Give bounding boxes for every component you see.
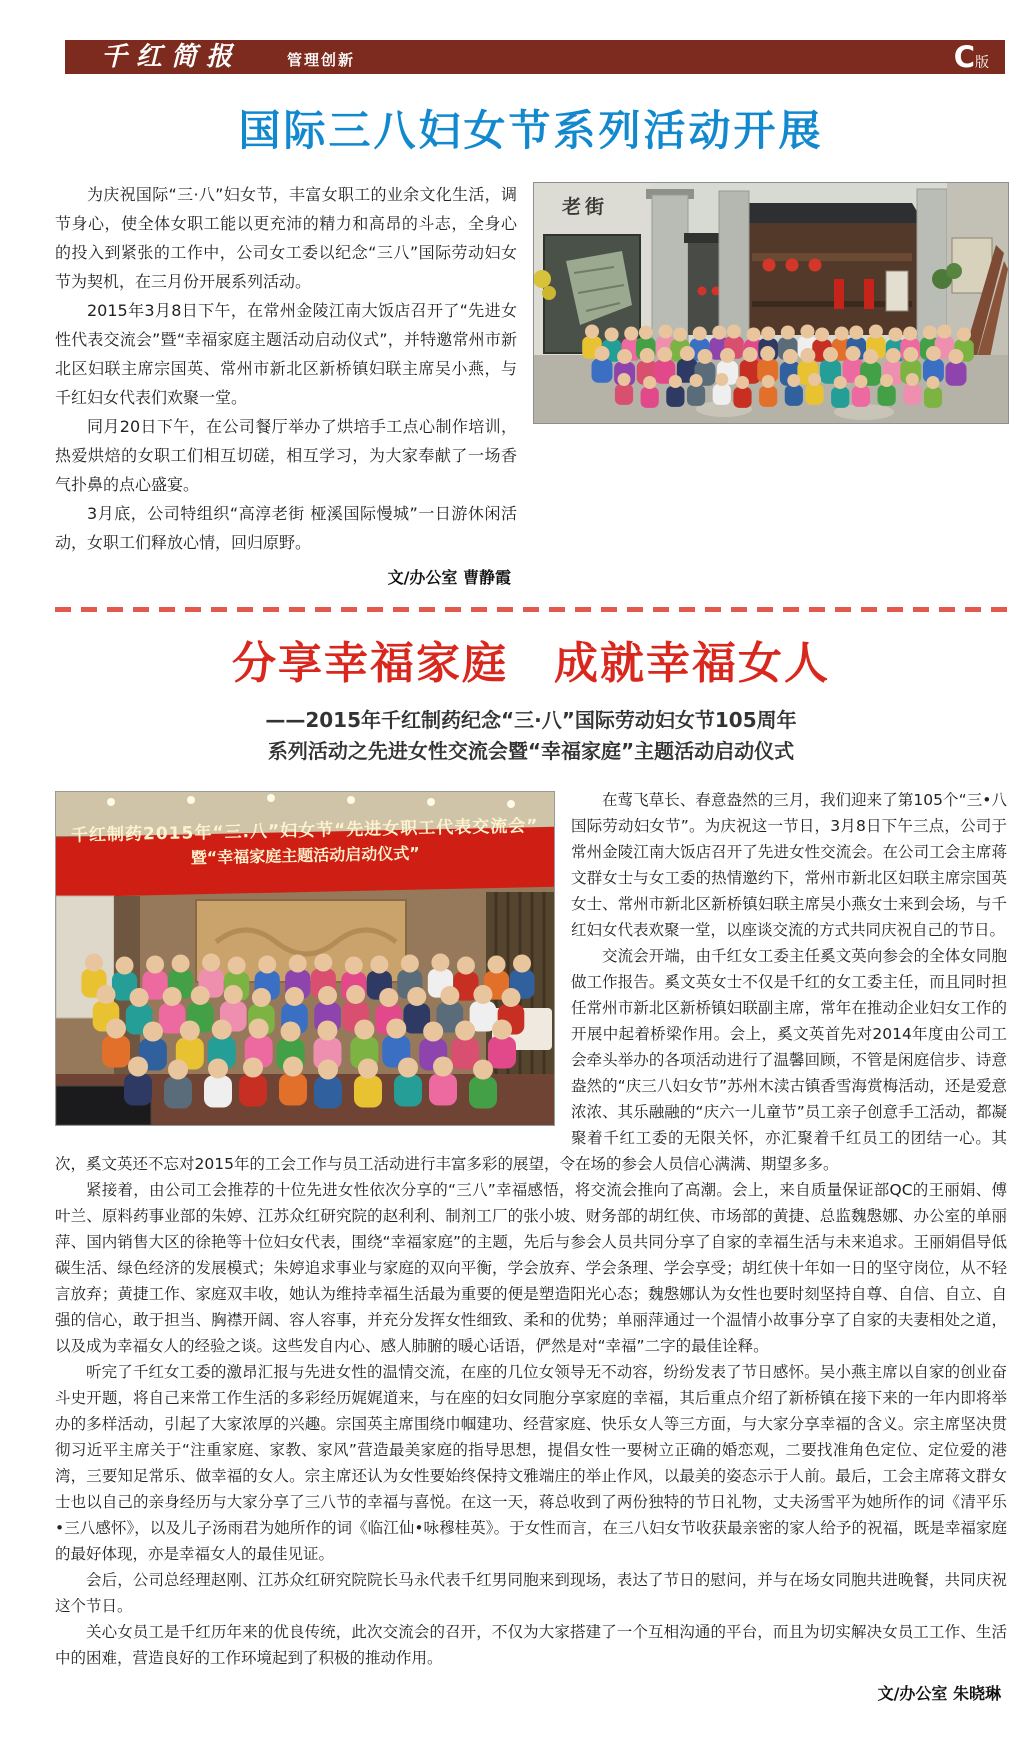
article2-paragraph: 听完了千红女工委的激昂汇报与先进女性的温情交流，在座的几位女领导无不动容，纷纷发表了节日感怀。吴小燕主席以自家的创业奋斗史开题，将自己来常工作生活的多彩经历娓娓道来，与在座的妇女同胞分享家庭的幸福，其后重点介绍了新桥镇在接下来的一年内即将举办的多样活动，引起了大家浓厚的兴趣。宗国英主席围绕巾帼建功、经营家庭、快乐女人等三方面，与大家分享幸福的含义。宗主席坚决贯彻习近平主席关于“注重家庭、家教、家风”营造最美家庭的指导思想，提倡女性一要树立正确的婚恋观，二要找准角色定位、定位爱的港湾，三要知足常乐、做幸福的女人。宗主席还认为女性要始终保持文雅端庄的举止作风，以最美的姿态示于人前。最后，工会主席蒋文群女士也以自己的亲身经历与大家分享了三八节的幸福与喜悦。在这一天，蒋总收到了两份独特的节日礼物，丈夫汤雪平为她所作的词《清平乐•三八感怀》，以及儿子汤雨君为她所作的词《临江仙•咏穆桂英》。于女性而言，在三八妇女节收获最亲密的家人给予的祝福，既是幸福家庭的最好体现，亦是幸福女人的最佳见证。 <box>55 1362 1007 1563</box>
article2-paragraph: 交流会开端，由千红女工委主任奚文英向参会的全体女同胞做工作报告。奚文英女士不仅是千红的女工委主任，而且同时担任常州市新北区新桥镇妇联副主席，常年在推动企业妇女工作的开展中起着桥梁作用。会上，奚文英首先对2014年度由公司工会牵头举办的各项活动进行了温馨回顾，不管是闲庭信步、诗意盎然的“庆三八妇女节”苏州木渎古镇香雪海赏梅活动，还是爱意浓浓、其乐融融的“庆六一儿童节”员工亲子创意手工活动，都凝聚着千红工委的无限关怀，亦汇聚着千红员工的团结一心。其次，奚文英还不忘对2015年的工会工作与员工活动进行丰富多彩的展望，令在场的参会人员信心满满、期望多多。 <box>55 946 1007 1173</box>
article2-subtitle <box>55 705 1007 767</box>
outdoor-photo-illustration <box>534 183 1008 423</box>
article2-subtitle-line2: 系列活动之先进女性交流会暨“幸福家庭”主题活动启动仪式 <box>267 738 795 763</box>
outdoor-group-photo <box>533 182 1009 424</box>
article1-body <box>55 180 1007 592</box>
edition-suffix: 版 <box>975 54 989 71</box>
indoor-group-photo <box>55 791 555 1126</box>
article1-title: 国际三八妇女节系列活动开展 <box>238 106 824 155</box>
section-label: 管理创新 <box>287 51 356 69</box>
article1-paragraph: 为庆祝国际“三·八”妇女节，丰富女职工的业余文化生活，调节身心，使全体女职工能以更充沛的精力和高昂的斗志，全身心的投入到紧张的工作中，公司女工委以纪念“三八”国际劳动妇女节为契机，在三月份开展系列活动。 <box>55 185 517 292</box>
edition-badge <box>953 39 989 74</box>
old-street-sign-text: 老街 <box>562 196 609 219</box>
article2-paragraph: 会后，公司总经理赵刚、江苏众红研究院院长马永代表千红男同胞来到现场，表达了节日的慰问，并与在场女同胞共进晚餐，共同庆祝这个节日。 <box>55 1570 1007 1615</box>
masthead-bar <box>65 40 1005 74</box>
article1-text-column <box>55 180 517 592</box>
article2-subtitle-line1: ——2015年千红制药纪念“三·八”国际劳动妇女节105周年 <box>265 707 797 732</box>
masthead-left <box>101 44 355 70</box>
indoor-photo-illustration <box>56 792 554 1125</box>
photo-banner-line2: 暨“幸福家庭主题活动启动仪式” <box>190 843 420 867</box>
article-happy-family <box>55 640 1007 1736</box>
dashed-divider <box>55 607 1007 612</box>
article2-body <box>55 787 1007 1737</box>
article2-paragraph: 在莺飞草长、春意盎然的三月，我们迎来了第105个“三•八国际劳动妇女节”。为庆祝这一节日，3月8日下午三点，公司于常州金陵江南大饭店召开了先进女性交流会。在公司工会主席蒋文群女士与女工委的热情邀约下，常州市新北区妇联主席宗国英女士、常州市新北区新桥镇妇联主席吴小燕女士来到会场，与千红妇女代表欢聚一堂，以座谈交流的方式共同庆祝自己的节日。 <box>571 790 1007 939</box>
article2-byline: 文/办公室 朱晓琳 <box>877 1683 1001 1703</box>
article1-paragraph: 3月底，公司特组织“高淳老街 桠溪国际慢城”一日游休闲活动，女职工们释放心情，回归原野。 <box>55 504 517 553</box>
article1-paragraph: 2015年3月8日下午，在常州金陵江南大饭店召开了“先进女性代表交流会”暨“幸福家庭主题活动启动仪式”，并特邀常州市新北区妇联主席宗国英、常州市新北区新桥镇妇联主席吴小燕，与千红妇女代表们欢聚一堂。 <box>55 301 517 408</box>
photo-banner-line1: 千红制药2015年“三.八”妇女节“先进女职工代表交流会” <box>70 815 539 846</box>
article2-paragraph: 紧接着，由公司工会推荐的十位先进女性依次分享的“三八”幸福感悟，将交流会推向了高潮。会上，来自质量保证部QC的王丽娟、傅叶兰、原料药事业部的朱婷、江苏众红研究院的赵利利、制剂工厂的张小坡、财务部的胡红侠、市场部的黄捷、总监魏慇娜、办公室的单丽萍、国内销售大区的徐艳等十位妇女代表，围绕“幸福家庭”的主题，先后与参会人员共同分享了自家的幸福生活与未来追求。王丽娟倡导低碳生活、绿色经济的发展模式；朱婷追求事业与家庭的双向平衡，学会放弃、学会条理、学会享受；胡红侠十年如一日的坚守岗位，从不轻言放弃；黄捷工作、家庭双丰收，她认为维持幸福生活最为重要的便是塑造阳光心态；魏慇娜认为女性也要时刻坚持自尊、自信、自立、自强的信心，敢于担当、胸襟开阔、容人容事，并充分发挥女性细致、柔和的优势；单丽萍通过一个温情小故事分享了自家的夫妻相处之道，以及成为幸福女人的经验之谈。这些发自内心、感人肺腑的暖心话语，俨然是对“幸福”二字的最佳诠释。 <box>55 1180 1007 1355</box>
article1-paragraph: 同月20日下午，在公司餐厅举办了烘培手工点心制作培训，热爱烘焙的女职工们相互切磋，相互学习，为大家奉献了一场香气扑鼻的点心盛宴。 <box>55 417 517 495</box>
article1-byline: 文/办公室 曹静霞 <box>387 568 511 588</box>
article2-paragraph: 关心女员工是千红历年来的优良传统，此次交流会的召开，不仅为大家搭建了一个互相沟通的平台，而且为切实解决女员工工作、生活中的困难，营造良好的工作环境起到了积极的推动作用。 <box>55 1622 1007 1667</box>
article-women-day-series <box>55 108 1007 592</box>
edition-letter: C <box>953 39 975 74</box>
newsletter-brand: 千红简报 <box>101 42 242 72</box>
article2-title: 分享幸福家庭 成就幸福女人 <box>232 638 830 690</box>
